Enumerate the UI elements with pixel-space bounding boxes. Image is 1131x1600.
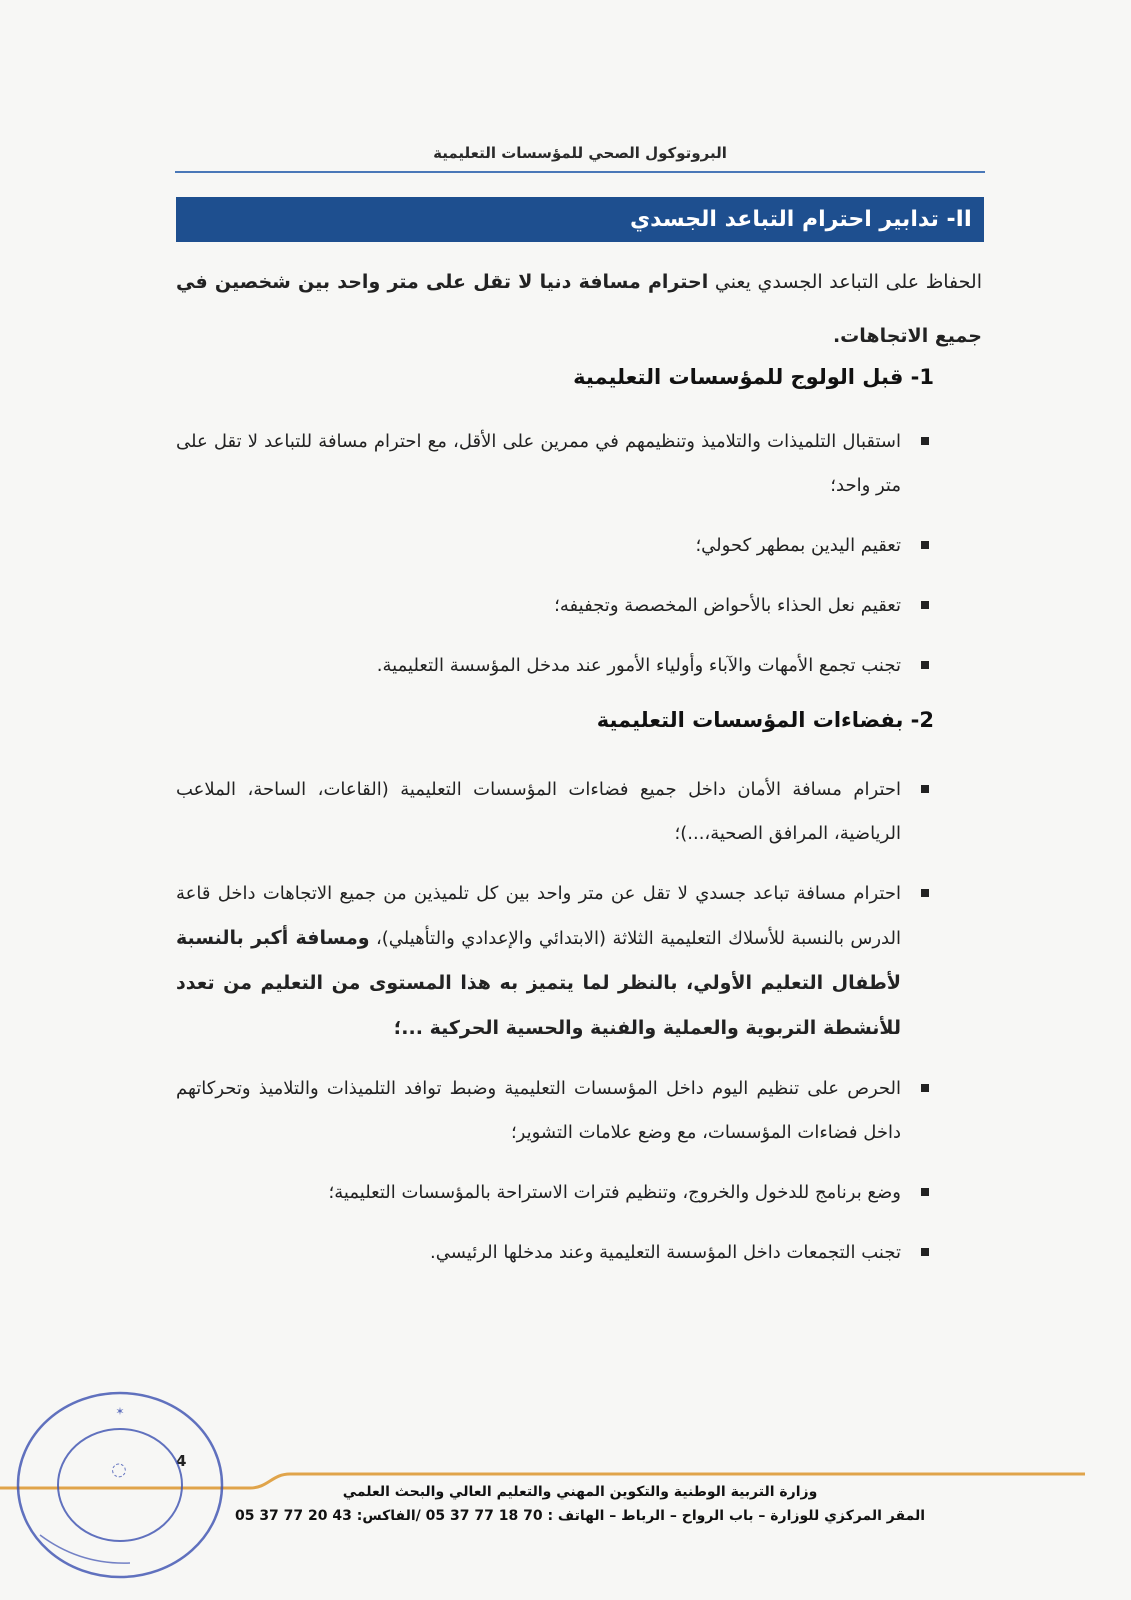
page-number: 4 bbox=[176, 1452, 187, 1470]
subsection-1-list bbox=[176, 420, 931, 704]
subsection-2-list bbox=[176, 768, 931, 1291]
list-item: تجنب تجمع الأمهات والآباء وأولياء الأمور عند مدخل المؤسسة التعليمية. bbox=[176, 644, 931, 688]
list-item: وضع برنامج للدخول والخروج، وتنظيم فترات الاستراحة بالمؤسسات التعليمية؛ bbox=[176, 1171, 931, 1215]
list-item: استقبال التلميذات والتلاميذ وتنظيمهم في ممرين على الأقل، مع احترام مسافة للتباعد لا تقل على متر واحد؛ bbox=[176, 420, 931, 508]
list-item bbox=[176, 872, 931, 1051]
subsection-2-title: 2- بفضاءات المؤسسات التعليمية bbox=[596, 708, 934, 732]
header-rule bbox=[175, 171, 985, 173]
official-stamp bbox=[10, 1385, 230, 1585]
svg-text:✶: ✶ bbox=[115, 1405, 125, 1418]
subsection-1-title: 1- قبل الولوج للمؤسسات التعليمية bbox=[573, 365, 934, 389]
list-item: احترام مسافة الأمان داخل جميع فضاءات المؤسسات التعليمية (القاعات، الساحة، الملاعب الرياضية، المرافق الصحية،...)؛ bbox=[176, 768, 931, 856]
footer-ministry: وزارة التربية الوطنية والتكوين المهني والتعليم العالي والبحث العلمي bbox=[342, 1484, 818, 1500]
intro-paragraph bbox=[176, 255, 982, 363]
section-title: II- تدابير احترام التباعد الجسدي bbox=[630, 207, 972, 232]
footer-address: المقر المركزي للوزارة – باب الرواح – الرباط – الهاتف : 70 18 77 37 05 /الفاكس: 43 20 77 37 05 bbox=[234, 1508, 926, 1524]
list-item: تعقيم نعل الحذاء بالأحواض المخصصة وتجفيفه؛ bbox=[176, 584, 931, 628]
list-item: الحرص على تنظيم اليوم داخل المؤسسات التعليمية وضبط توافد التلميذات والتلاميذ وتحركاتهم داخل فضاءات المؤسسات، مع وضع علامات التشوير؛ bbox=[176, 1067, 931, 1155]
intro-text: الحفاظ على التباعد الجسدي يعني bbox=[708, 271, 982, 293]
intro-bold-text: احترام مسافة دنيا لا تقل على متر واحد بين شخصين في جميع الاتجاهات. bbox=[176, 271, 982, 347]
svg-text:◌: ◌ bbox=[108, 1457, 129, 1482]
list-item: تعقيم اليدين بمطهر كحولي؛ bbox=[176, 524, 931, 568]
section-title-banner bbox=[176, 197, 984, 242]
list-item-text: احترام مسافة تباعد جسدي لا تقل عن متر واحد بين كل تلميذين من جميع الاتجاهات داخل قاعة الدرس بالنسبة للأسلاك التعليمية الثلاثة (الابتدائي والإعدادي والتأهيلي)، bbox=[176, 883, 901, 949]
running-header: البروتوكول الصحي للمؤسسات التعليمية bbox=[433, 144, 727, 162]
list-item-bold-text: ومسافة أكبر بالنسبة لأطفال التعليم الأولي، بالنظر لما يتميز به هذا المستوى من التعليم من تعدد للأنشطة التربوية والعملية والفنية والحسية الحركية ...؛ bbox=[176, 927, 901, 1039]
list-item: تجنب التجمعات داخل المؤسسة التعليمية وعند مدخلها الرئيسي. bbox=[176, 1231, 931, 1275]
